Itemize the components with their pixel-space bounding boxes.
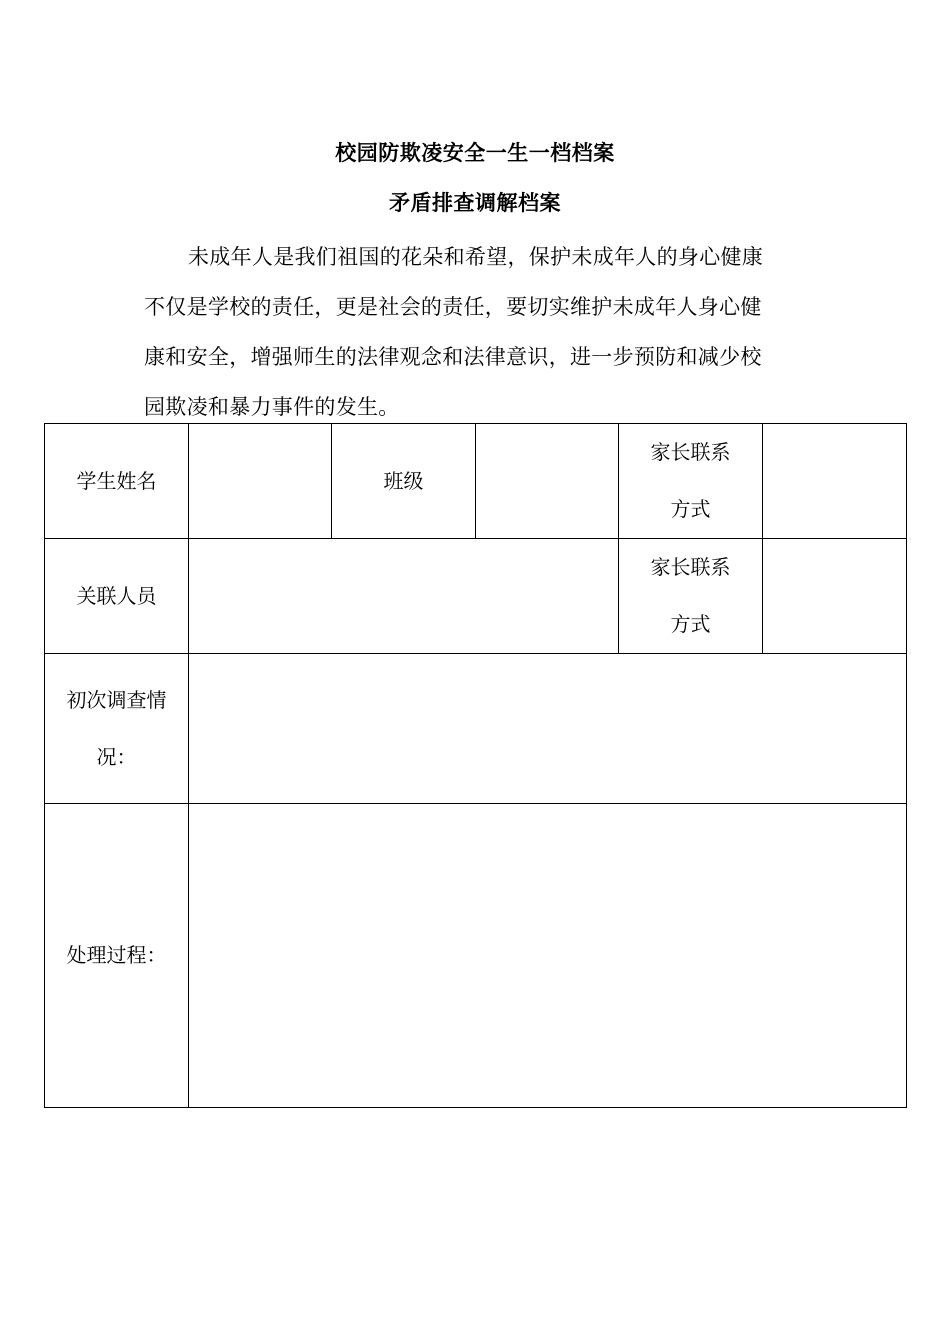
parent-contact-label	[619, 424, 763, 539]
initial-investigation-field[interactable]	[189, 654, 907, 804]
parent-contact2-field[interactable]	[763, 539, 907, 654]
class-label: 班级	[332, 424, 476, 539]
related-person-field[interactable]	[189, 539, 619, 654]
document-title: 校园防欺凌安全一生一档档案	[335, 141, 615, 165]
parent-contact-field[interactable]	[763, 424, 907, 539]
table-row	[45, 654, 907, 804]
initial-investigation-label	[45, 654, 189, 804]
parent-contact2-label-line2: 方式	[670, 612, 711, 636]
handling-process-field[interactable]	[189, 804, 907, 1108]
related-person-label: 关联人员	[45, 539, 189, 654]
intro-line: 未成年人是我们祖国的花朵和希望，保护未成年人的身心健康	[188, 245, 764, 269]
class-field[interactable]	[476, 424, 619, 539]
student-name-label: 学生姓名	[45, 424, 189, 539]
intro-line: 园欺凌和暴力事件的发生。	[144, 395, 400, 419]
intro-line: 不仅是学校的责任，更是社会的责任，要切实维护未成年人身心健	[144, 295, 762, 319]
student-name-field[interactable]	[189, 424, 332, 539]
document-subtitle: 矛盾排查调解档案	[389, 191, 561, 215]
table-row	[45, 424, 907, 539]
initial-investigation-label-line1: 初次调查情	[66, 687, 167, 712]
parent-contact2-label-line1: 家长联系	[650, 555, 731, 579]
parent-contact2-label	[619, 539, 763, 654]
table-row	[45, 804, 907, 1108]
initial-investigation-label-line2: 况：	[96, 744, 137, 769]
intro-paragraph	[144, 232, 808, 432]
intro-line: 康和安全，增强师生的法律观念和法律意识，进一步预防和减少校	[144, 345, 762, 369]
parent-contact-label-line1: 家长联系	[650, 440, 731, 464]
parent-contact-label-line2: 方式	[670, 497, 711, 521]
handling-process-label: 处理过程：	[45, 804, 189, 1108]
table-row	[45, 539, 907, 654]
record-form-table	[44, 423, 907, 1108]
